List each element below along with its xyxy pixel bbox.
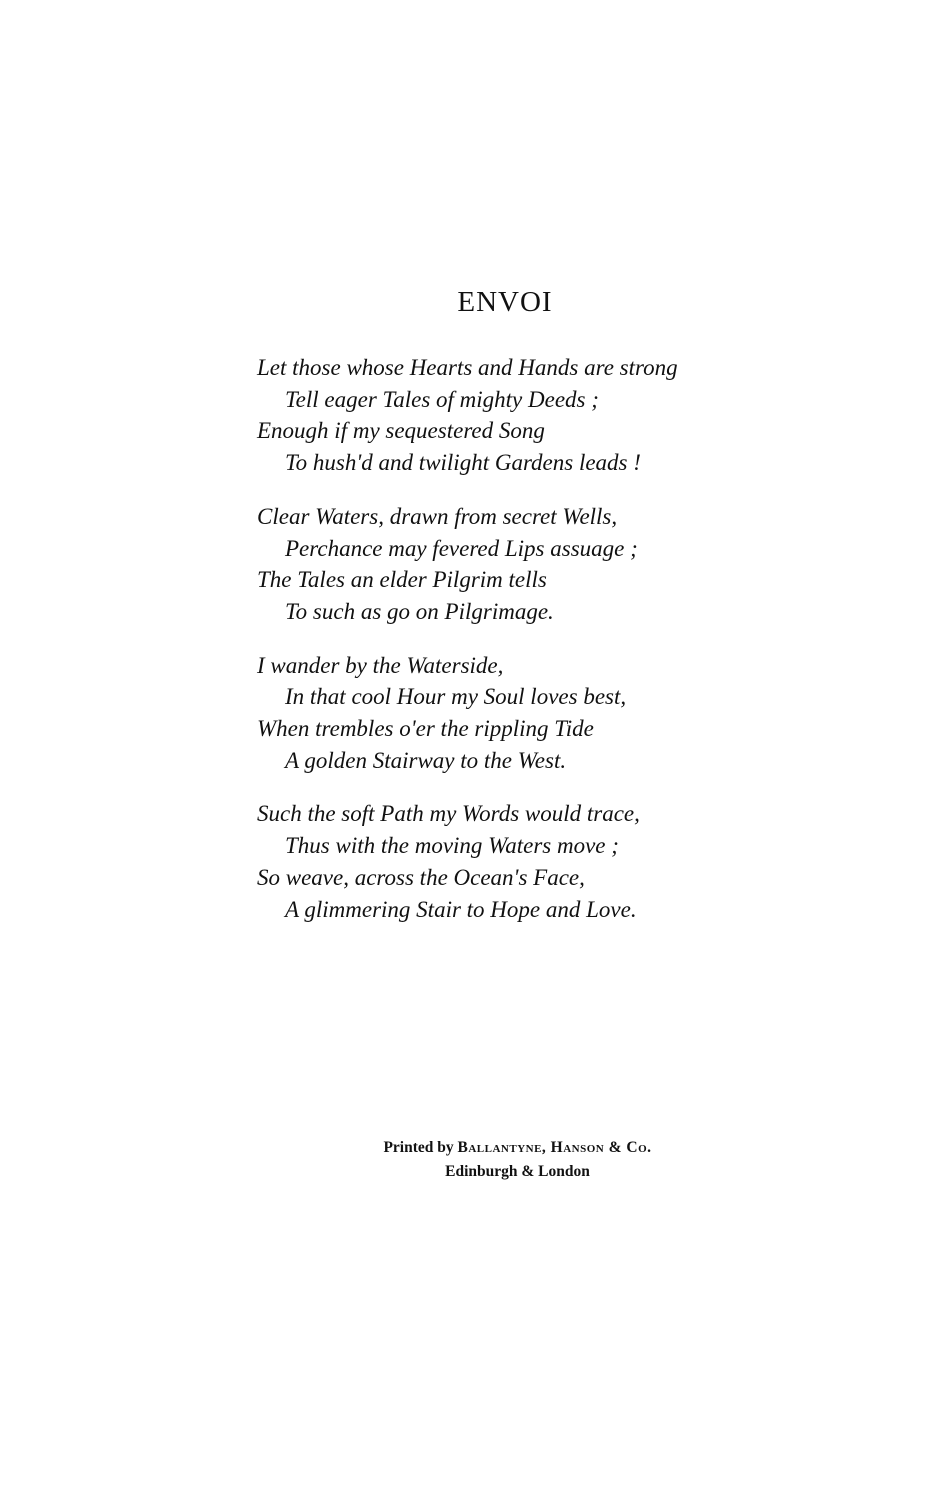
poem-line: I wander by the Waterside,: [257, 652, 504, 678]
page-title: ENVOI: [457, 286, 553, 318]
printer-imprint: [0, 1136, 949, 1184]
poem-line: Perchance may fevered Lips assuage ;: [285, 535, 638, 561]
stanza-3: [257, 650, 857, 777]
stanza-1: [257, 352, 857, 479]
poem-line: A golden Stairway to the West.: [285, 747, 567, 773]
poem-line: So weave, across the Ocean's Face,: [257, 864, 585, 890]
poem-line: Thus with the moving Waters move ;: [285, 833, 619, 859]
poem-line: Tell eager Tales of mighty Deeds ;: [285, 386, 599, 412]
poem-line: Clear Waters, drawn from secret Wells,: [257, 503, 618, 529]
imprint-location: Edinburgh & London: [445, 1163, 590, 1180]
poem-line: A glimmering Stair to Hope and Love.: [285, 896, 637, 922]
poem-line: In that cool Hour my Soul loves best,: [285, 684, 627, 710]
stanza-2: [257, 501, 857, 628]
poem-line: The Tales an elder Pilgrim tells: [257, 567, 547, 593]
poem: [257, 352, 857, 947]
imprint-printer-name: Ballantyne, Hanson & Co.: [457, 1139, 652, 1156]
poem-line: To such as go on Pilgrimage.: [285, 598, 554, 624]
imprint-printed-by: Printed by: [383, 1139, 454, 1156]
poem-line: Let those whose Hearts and Hands are strong: [257, 355, 678, 380]
poem-line: When trembles o'er the rippling Tide: [257, 716, 594, 742]
stanza-4: [257, 798, 857, 925]
poem-line: To hush'd and twilight Gardens leads !: [285, 450, 641, 476]
imprint-printer-line: [0, 1136, 949, 1160]
poem-line: Enough if my sequestered Song: [257, 418, 545, 444]
poem-line: Such the soft Path my Words would trace,: [257, 801, 640, 827]
